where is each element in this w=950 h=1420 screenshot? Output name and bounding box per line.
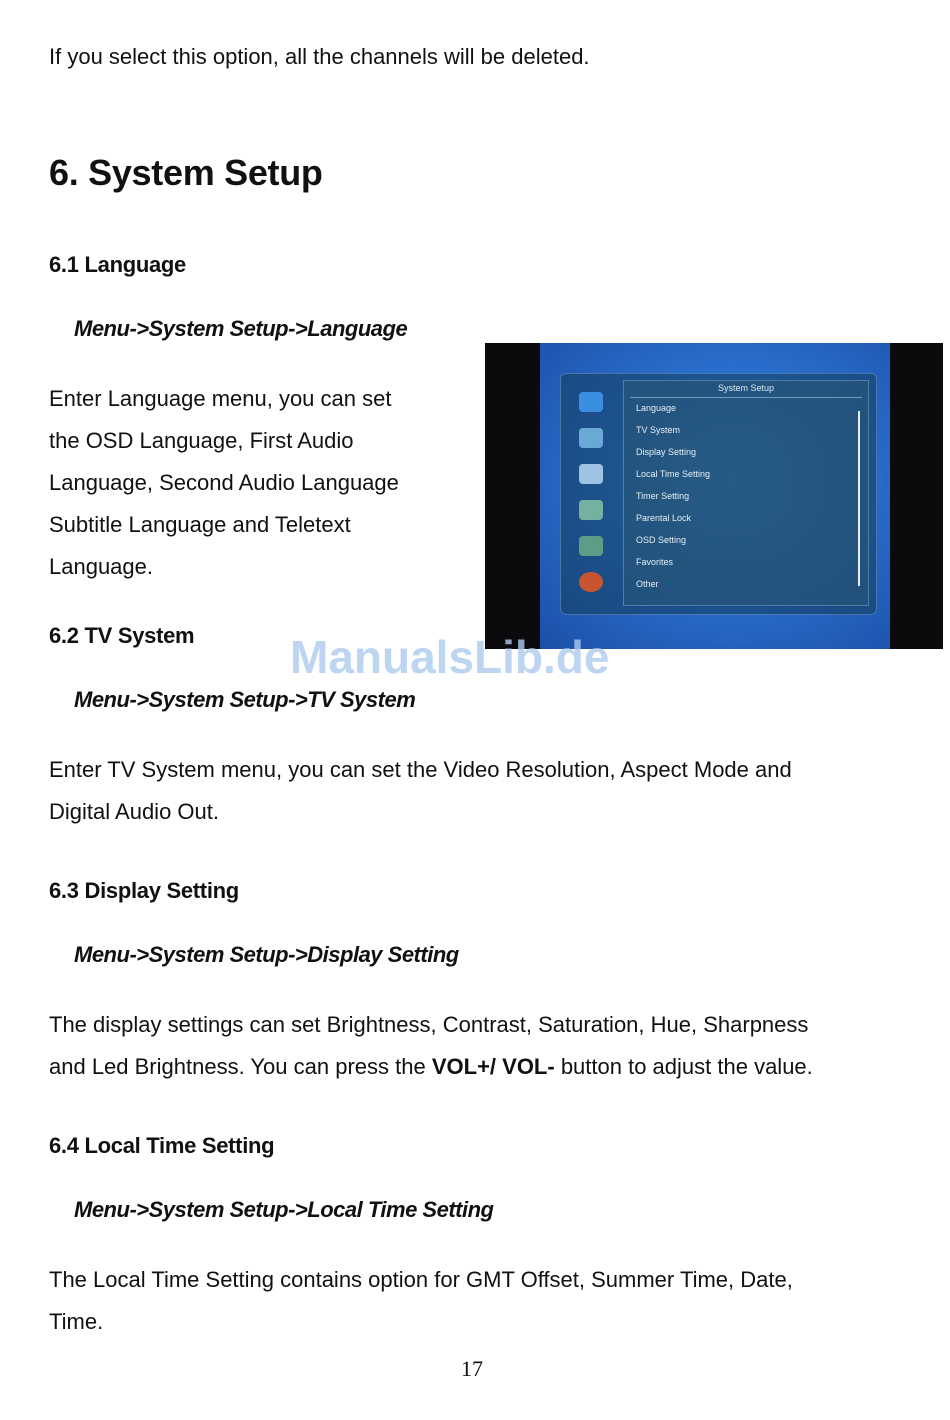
text-line: The display settings can set Brightness, Contrast, Saturation, Hue, Sharpness — [49, 1012, 809, 1037]
page-number: 17 — [461, 1356, 483, 1381]
text-run: and Led Brightness. You can press the — [49, 1054, 432, 1079]
menu-path-local-time-setting: Menu->System Setup->Local Time Setting — [74, 1197, 494, 1222]
disc-icon — [579, 572, 603, 592]
chapter-title: 6. System Setup — [49, 152, 323, 193]
section-title-display-setting: 6.3 Display Setting — [49, 878, 239, 903]
menu-path-display-setting: Menu->System Setup->Display Setting — [74, 942, 459, 967]
picture-icon — [579, 536, 603, 556]
text-line — [49, 1046, 813, 1088]
text-run: button to adjust the value. — [554, 1054, 813, 1079]
paragraph-tv-system — [49, 749, 792, 833]
text-line: Enter Language menu, you can set — [49, 386, 392, 411]
text-line: Language. — [49, 554, 153, 579]
section-title-tv-system: 6.2 TV System — [49, 623, 195, 648]
network-icon — [579, 500, 603, 520]
intro-text: If you select this option, all the channels will be deleted. — [49, 44, 590, 69]
osd-title: System Setup — [717, 383, 775, 393]
osd-menu-item: OSD Setting — [636, 535, 687, 545]
monitor-icon — [579, 392, 603, 412]
text-line: Subtitle Language and Teletext — [49, 512, 351, 537]
watermark: ManualsLib.de — [290, 631, 610, 683]
divider — [630, 397, 862, 398]
text-line: Time. — [49, 1309, 104, 1334]
ca-icon — [579, 428, 603, 448]
paragraph-local-time-setting — [49, 1259, 793, 1343]
text-line: the OSD Language, First Audio — [49, 428, 354, 453]
vol-button-label: VOL+/ VOL- — [431, 1054, 555, 1079]
osd-menu-item: Favorites — [636, 557, 674, 567]
menu-path-tv-system: Menu->System Setup->TV System — [74, 687, 416, 712]
osd-menu-item: Timer Setting — [636, 491, 690, 501]
osd-scrollbar — [858, 411, 860, 586]
section-title-local-time-setting: 6.4 Local Time Setting — [49, 1133, 275, 1158]
osd-frame — [560, 373, 877, 615]
text-line: The Local Time Setting contains option for GMT Offset, Summer Time, Date, — [49, 1267, 793, 1292]
system-setup-screenshot — [485, 343, 943, 649]
osd-menu-item: Display Setting — [636, 447, 697, 457]
menu-path-language: Menu->System Setup->Language — [74, 316, 408, 341]
menu-icon-column — [571, 384, 615, 606]
text-line: Digital Audio Out. — [49, 799, 219, 824]
osd-menu-item: Other — [636, 579, 659, 589]
text-line: Enter TV System menu, you can set the Video Resolution, Aspect Mode and — [49, 757, 792, 782]
section-title-language: 6.1 Language — [49, 252, 186, 277]
text-line: Language, Second Audio Language — [49, 470, 399, 495]
osd-menu-item: TV System — [636, 425, 681, 435]
paragraph-display-setting — [49, 1004, 813, 1088]
osd-menu-item: Language — [636, 403, 677, 413]
osd-menu-item: Parental Lock — [636, 513, 692, 523]
gears-icon — [579, 464, 603, 484]
system-setup-panel — [623, 380, 869, 606]
osd-menu-item: Local Time Setting — [636, 469, 711, 479]
tv-screen — [540, 343, 890, 649]
paragraph-language — [49, 378, 399, 588]
